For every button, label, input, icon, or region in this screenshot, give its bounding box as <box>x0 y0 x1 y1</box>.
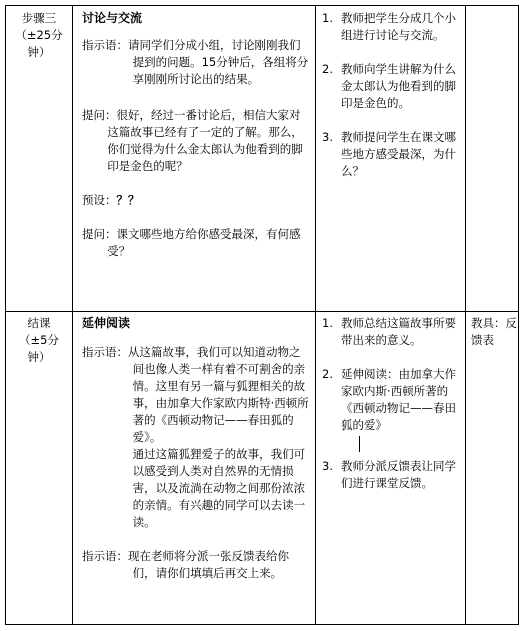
activity-item: 1. 教师总结这篇故事所要带出来的意义。 <box>322 316 456 347</box>
column-divider <box>315 6 316 624</box>
activity-item: 3. 教师提问学生在课文哪些地方感受最深，为什么？ <box>322 130 456 178</box>
stage-cell-step3 <box>6 10 72 61</box>
resource-cell-closing: 教具：反馈表 <box>471 316 517 347</box>
instruction-block: 指示语：从这篇故事，我们可以知道动物之间也像人类一样有着不可割舍的亲情。这里有另一篇与狐狸相关的故事，由加拿大作家欧内斯特·西顿所著的《西顿动物记——春田狐的爱》。 <box>82 345 309 444</box>
lesson-plan-table <box>5 5 519 625</box>
stage-duration: （±25分 <box>15 28 63 42</box>
content-cell-closing <box>82 315 310 582</box>
instruction-continued: 通过这篇狐狸爱子的故事，我们可以感受到人类对自然界的无情损害，以及流淌在动物之间那份浓浓的亲情。有兴趣的同学可以去读一读。 <box>132 447 306 529</box>
activity-item: 1. 教师把学生分成几个小组进行讨论与交流。 <box>322 11 456 42</box>
stage-duration-unit: 钟） <box>27 350 51 364</box>
section-heading: 延伸阅读 <box>82 316 131 330</box>
row-divider <box>6 311 518 312</box>
text-cursor <box>359 436 360 452</box>
activity-cell-step3 <box>322 10 462 180</box>
activity-cell-closing <box>322 315 462 492</box>
question-block: 提问：课文哪些地方给你感受最深，有何感受？ <box>82 227 301 258</box>
section-heading: 讨论与交流 <box>82 11 143 25</box>
stage-title: 结课 <box>27 316 51 330</box>
activity-item: 2. 延伸阅读：由加拿大作家欧内斯·西顿所著的《西顿动物记——春田狐的爱》 <box>322 366 462 452</box>
instruction-block: 指示语：现在老师将分派一张反馈表给你们，请你们填填后再交上来。 <box>82 549 289 580</box>
stage-cell-closing <box>6 315 72 366</box>
stage-duration: （±5分 <box>19 333 59 347</box>
instruction-block: 指示语：请同学们分成小组，讨论刚刚我们提到的问题。15分钟后，各组将分享刚刚所讨论出的结果。 <box>82 38 309 86</box>
stage-title: 步骤三 <box>21 11 57 25</box>
activity-item: 3. 教师分派反馈表让同学们进行课堂反馈。 <box>322 459 456 490</box>
preset-answer-block: 预设：？？ <box>82 193 140 207</box>
activity-item: 2. 教师向学生讲解为什么金太郎认为他看到的脚印是金色的。 <box>322 62 456 110</box>
column-divider <box>72 6 73 624</box>
stage-duration-unit: 钟） <box>27 45 51 59</box>
content-cell-step3 <box>82 10 310 260</box>
column-divider <box>465 6 466 624</box>
question-block: 提问：很好，经过一番讨论后，相信大家对这篇故事已经有了一定的了解。那么，你们觉得为什么金太郎认为他看到的脚印是金色的呢？ <box>82 108 303 173</box>
